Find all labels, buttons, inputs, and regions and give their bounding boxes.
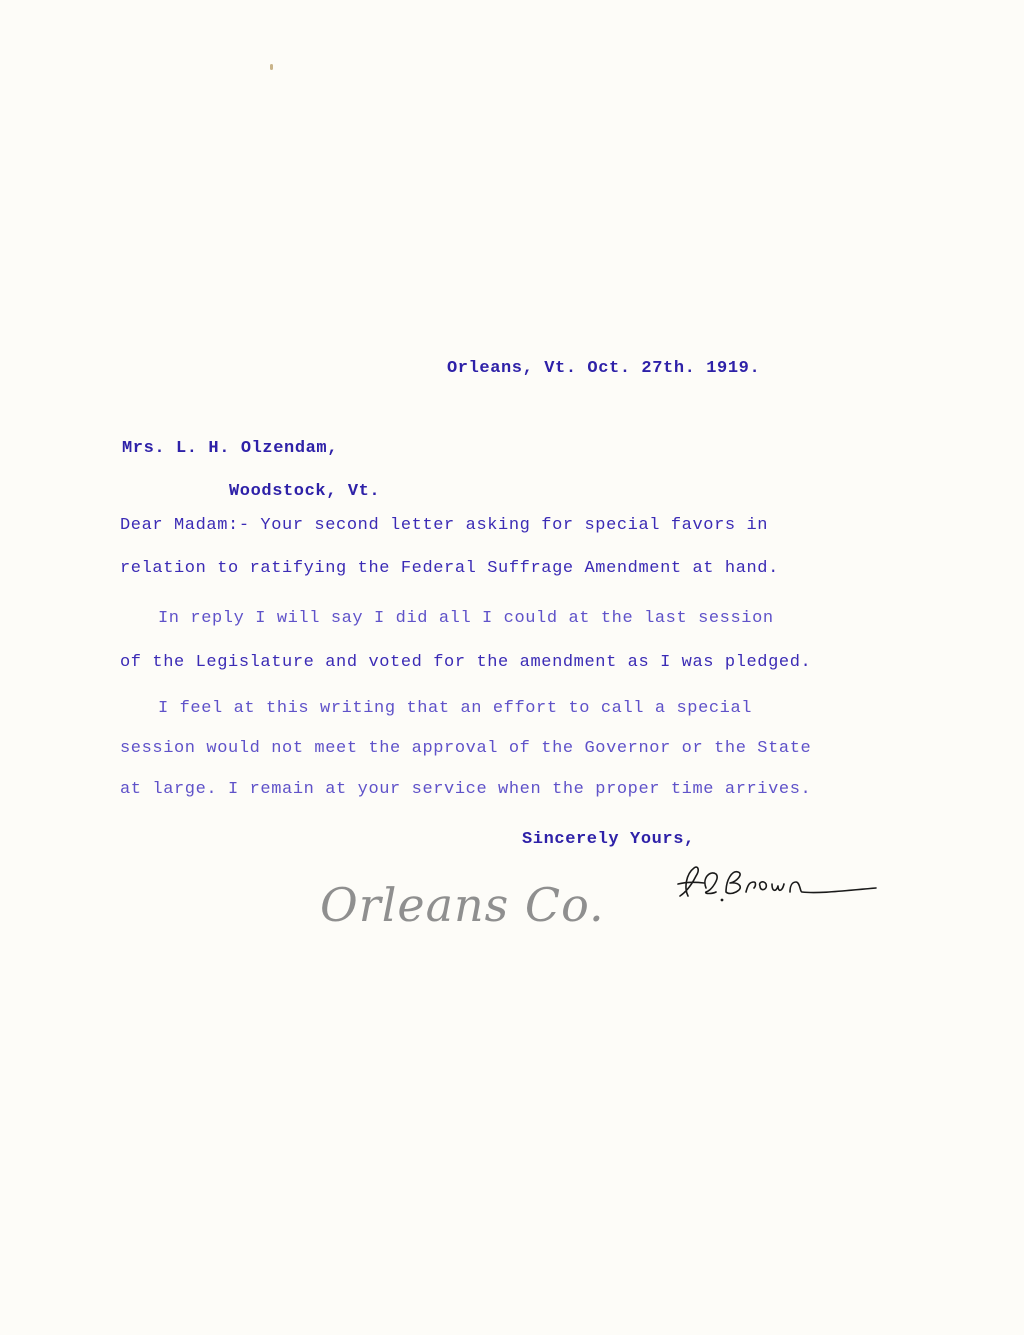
body-line-2: relation to ratifying the Federal Suffrage Amendment at hand. [120, 559, 779, 578]
addressee-name: Mrs. L. H. Olzendam, [122, 439, 339, 458]
dateline: Orleans, Vt. Oct. 27th. 1919. [447, 359, 761, 378]
body-line-5: I feel at this writing that an effort to call a special [158, 699, 753, 718]
body-line-4: of the Legislature and voted for the amendment as I was pledged. [120, 653, 812, 672]
closing: Sincerely Yours, [522, 830, 695, 849]
paper-speck [270, 64, 273, 70]
body-line-6: session would not meet the approval of the Governor or the State [120, 739, 812, 758]
pencil-annotation: Orleans Co. [320, 878, 605, 932]
addressee-place: Woodstock, Vt. [229, 482, 381, 501]
body-line-7: at large. I remain at your service when the proper time arrives. [120, 780, 812, 799]
body-line-3: In reply I will say I did all I could at the last session [158, 609, 774, 628]
body-line-1: Dear Madam:- Your second letter asking for special favors in [120, 516, 769, 535]
handwritten-signature [670, 862, 885, 906]
